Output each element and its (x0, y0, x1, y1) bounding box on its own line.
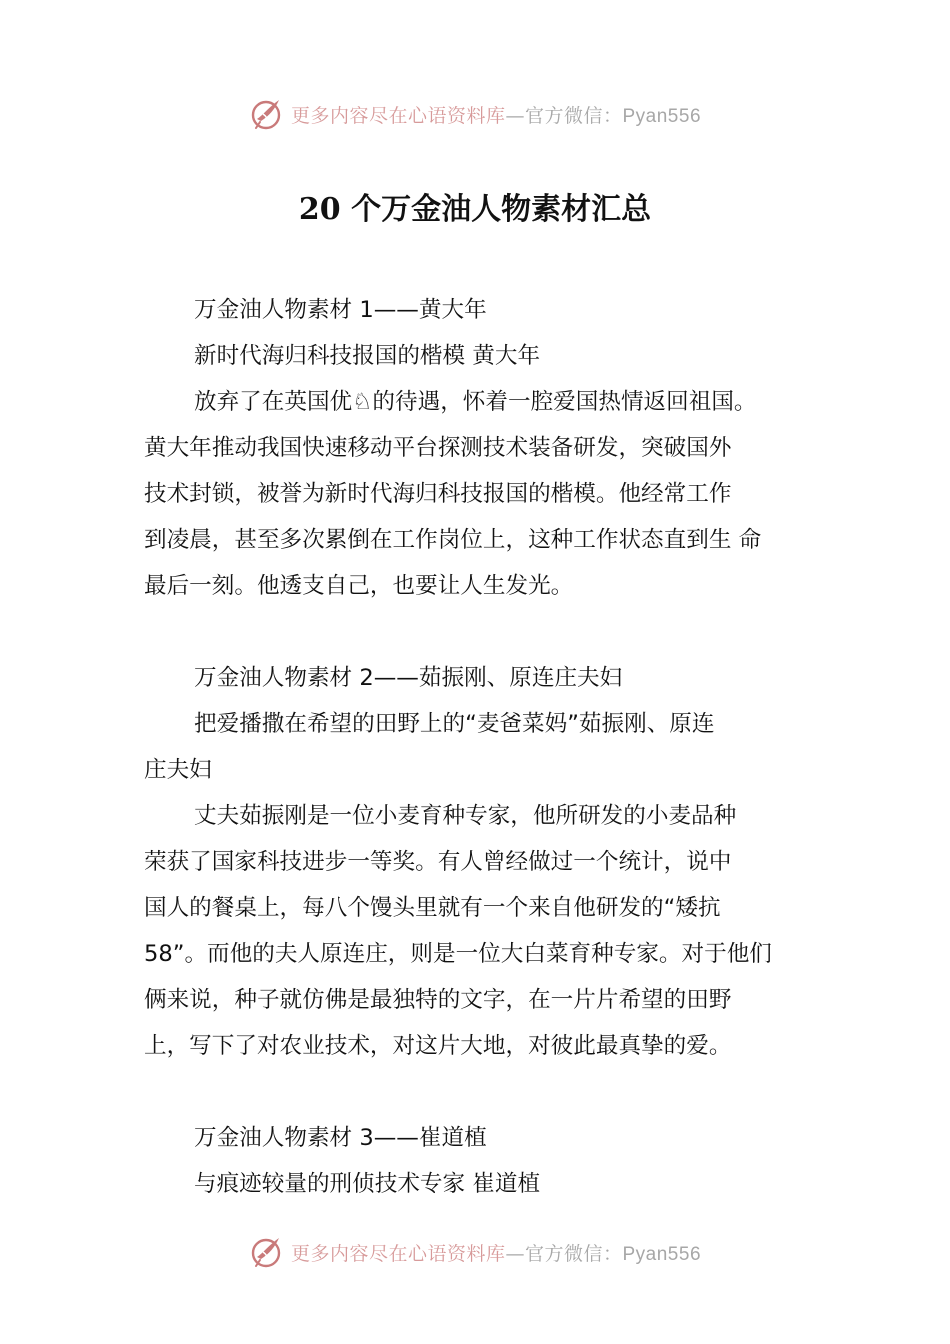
body-line: 58”。而他的夫人原连庄，则是一位大白菜育种专家。对于他们 (144, 941, 772, 967)
body-line: 黄大年推动我国快速移动平台探测技术装备研发，突破国外 (144, 435, 732, 461)
quill-pen-logo-icon (249, 97, 283, 131)
watermark-dash: — (505, 104, 525, 127)
section-1-subtitle: 新时代海归科技报国的楷模 黄大年 (194, 343, 541, 369)
watermark-main-text: 更多内容尽在心语资料库 (290, 1242, 506, 1265)
watermark-wechat-id: Pyan556 (622, 105, 702, 127)
watermark-dash: — (505, 1242, 525, 1265)
body-line: 放弃了在英国优♘的待遇，怀着一腔爱国热情返回祖国。 (194, 389, 757, 415)
subtitle-line: 庄夫妇 (144, 757, 212, 783)
section-2-body (144, 793, 834, 1069)
section-gap (144, 1069, 834, 1115)
watermark-text (291, 101, 701, 128)
body-line: 到凌晨，甚至多次累倒在工作岗位上，这种工作状态直到生 命 (144, 527, 762, 553)
body-line: 国人的餐桌上，每八个馒头里就有一个来自他研发的“矮抗 (144, 895, 721, 921)
document-title: 20 个万金油人物素材汇总 (298, 192, 652, 227)
section-1-heading: 万金油人物素材 1——黄大年 (194, 297, 487, 323)
document-body (144, 287, 834, 1207)
subtitle-line: 把爱播撒在希望的田野上的“麦爸菜妈”茹振刚、原连 (194, 711, 715, 737)
watermark-wechat-id: Pyan556 (622, 1243, 702, 1265)
quill-pen-logo-icon (249, 1235, 283, 1269)
body-line: 技术封锁，被誉为新时代海归科技报国的楷模。他经常工作 (144, 481, 732, 507)
watermark-wechat-label: 官方微信： (524, 1242, 623, 1265)
body-line: 俩来说，种子就仿佛是最独特的文字，在一片片希望的田野 (144, 987, 732, 1013)
watermark-text (291, 1239, 701, 1266)
watermark-wechat-label: 官方微信： (524, 104, 623, 127)
section-3-subtitle: 与痕迹较量的刑侦技术专家 崔道植 (194, 1171, 541, 1197)
section-2-subtitle (144, 701, 834, 793)
header-watermark (0, 94, 950, 134)
body-line: 最后一刻。他透支自己，也要让人生发光。 (144, 573, 574, 599)
section-1-body (144, 379, 834, 609)
section-gap (144, 609, 834, 655)
section-3-heading: 万金油人物素材 3——崔道植 (194, 1125, 487, 1151)
watermark-main-text: 更多内容尽在心语资料库 (290, 104, 506, 127)
body-line: 丈夫茹振刚是一位小麦育种专家，他所研发的小麦品种 (194, 803, 737, 829)
footer-watermark (0, 1232, 950, 1272)
body-line: 荣获了国家科技进步一等奖。有人曾经做过一个统计，说中 (144, 849, 732, 875)
body-line: 上，写下了对农业技术，对这片大地，对彼此最真挚的爱。 (144, 1033, 732, 1059)
section-2-heading: 万金油人物素材 2——茹振刚、原连庄夫妇 (194, 665, 623, 691)
